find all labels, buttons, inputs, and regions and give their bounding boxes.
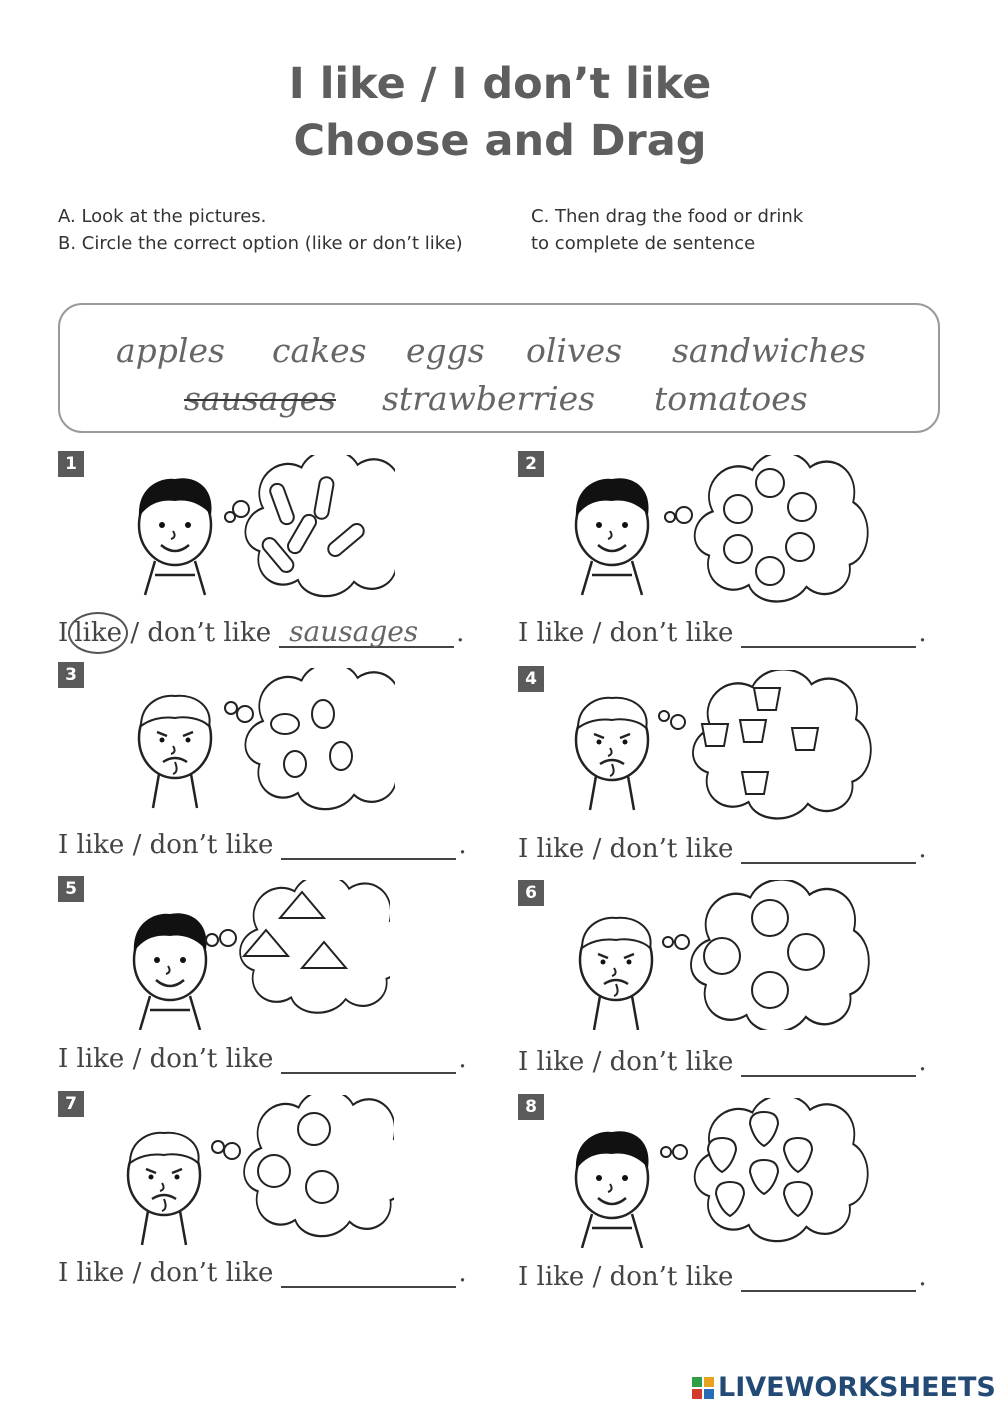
instruction-c-line1: C. Then drag the food or drink — [531, 206, 804, 227]
exercise-number-2: 2 — [518, 451, 544, 477]
answer-blank-3[interactable] — [281, 832, 456, 860]
answer-blank-4[interactable] — [741, 836, 916, 864]
word-sausages-used: sausages — [184, 379, 337, 418]
word-cakes[interactable]: cakes — [272, 331, 367, 370]
picture-kid-eggs — [104, 1095, 394, 1245]
picture-kid-sausages — [95, 455, 395, 605]
answer-blank-8[interactable] — [741, 1264, 916, 1292]
instructions-left — [58, 203, 463, 257]
sentence-8: I like / don’t like . — [518, 1262, 927, 1292]
sentence-5: I like / don’t like . — [58, 1044, 467, 1074]
answer-text-1: sausages — [289, 615, 419, 648]
exercise-number-1: 1 — [58, 451, 84, 477]
picture-kid-apples — [556, 880, 876, 1030]
word-strawberries[interactable]: strawberries — [382, 379, 596, 418]
answer-blank-1[interactable] — [279, 615, 454, 648]
picture-kid-cakes — [552, 670, 872, 820]
word-eggs[interactable]: eggs — [406, 331, 485, 370]
word-tomatoes[interactable]: tomatoes — [654, 379, 808, 418]
word-sandwiches[interactable]: sandwiches — [672, 331, 866, 370]
exercise-number-5: 5 — [58, 876, 84, 902]
picture-kid-tomatoes — [552, 455, 872, 605]
word-olives[interactable]: olives — [526, 331, 623, 370]
instruction-b: B. Circle the correct option (like or don’t like) — [58, 233, 463, 254]
exercise-number-8: 8 — [518, 1094, 544, 1120]
instructions-right — [531, 203, 803, 257]
answer-blank-6[interactable] — [741, 1049, 916, 1077]
answer-blank-5[interactable] — [281, 1046, 456, 1074]
word-bank — [58, 303, 940, 433]
instruction-c-line2: to complete de sentence — [531, 233, 756, 254]
exercise-number-3: 3 — [58, 662, 84, 688]
sentence-4: I like / don’t like . — [518, 834, 927, 864]
picture-kid-sandwiches — [110, 880, 390, 1030]
circled-like-option[interactable]: like — [74, 618, 123, 648]
page-title: I like / I don’t like — [288, 59, 712, 109]
instruction-a: A. Look at the pictures. — [58, 206, 267, 227]
sentence-7: I like / don’t like . — [58, 1258, 467, 1288]
exercise-number-6: 6 — [518, 880, 544, 906]
exercise-number-4: 4 — [518, 666, 544, 692]
page-subtitle: Choose and Drag — [293, 116, 707, 166]
logo-mark-icon — [692, 1377, 714, 1399]
logo-text: LIVEWORKSHEETS — [718, 1372, 996, 1403]
sentence-2: I like / don’t like . — [518, 618, 927, 648]
word-apples[interactable]: apples — [116, 331, 225, 370]
liveworksheets-logo — [692, 1372, 996, 1403]
sentence-1: I like / don’t like sausages . — [58, 615, 465, 648]
sentence-3: I like / don’t like . — [58, 830, 467, 860]
sentence-6: I like / don’t like . — [518, 1047, 927, 1077]
exercise-number-7: 7 — [58, 1091, 84, 1117]
picture-kid-olives — [95, 668, 395, 818]
answer-blank-2[interactable] — [741, 620, 916, 648]
answer-blank-7[interactable] — [281, 1260, 456, 1288]
picture-kid-strawberries — [552, 1098, 872, 1248]
